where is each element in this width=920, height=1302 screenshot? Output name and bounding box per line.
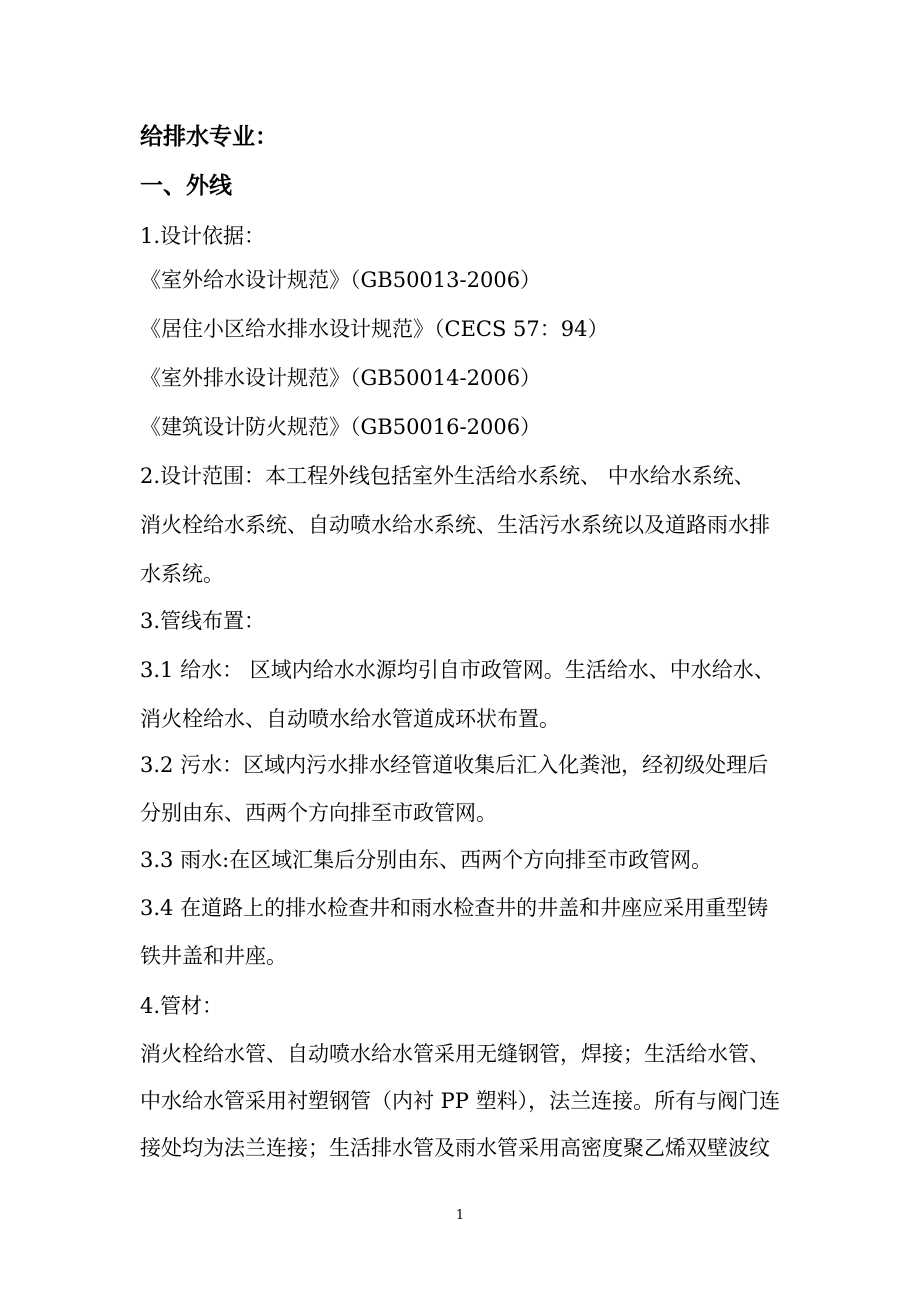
text-line: 3.3 雨水:在区域汇集后分别由东、西两个方向排至市政管网。	[140, 848, 713, 872]
text-line: 4.管材：	[140, 994, 224, 1018]
text-line: 2.设计范围：本工程外线包括室外生活给水系统、 中水给水系统、	[140, 464, 755, 488]
text-line: 3.1 给水： 区域内给水水源均引自市政管网。生活给水、中水给水、	[140, 658, 775, 682]
text-line: 《室外给水设计规范》（GB50013-2006）	[140, 268, 542, 292]
page-number: 1	[455, 1208, 465, 1223]
text-line: 接处均为法兰连接；生活排水管及雨水管采用高密度聚乙烯双壁波纹	[140, 1136, 770, 1160]
text-line: 《室外排水设计规范》（GB50014-2006）	[140, 366, 542, 390]
text-line: 消火栓给水、自动喷水给水管道成环状布置。	[140, 707, 560, 731]
text-line: 3.4 在道路上的排水检查井和雨水检查井的井盖和井座应采用重型铸	[140, 896, 769, 920]
text-line: 分别由东、西两个方向排至市政管网。	[140, 801, 497, 825]
subsection-heading: 一、外线	[140, 173, 232, 199]
text-line: 3.管线布置：	[140, 609, 266, 633]
section-heading: 给排水专业：	[140, 124, 278, 150]
text-line: 水系统。	[140, 562, 224, 586]
text-line: 《居住小区给水排水设计规范》（CECS 57：94）	[140, 317, 609, 341]
text-line: 消火栓给水系统、自动喷水给水系统、生活污水系统以及道路雨水排	[140, 513, 770, 537]
text-line: 中水给水管采用衬塑钢管（内衬 PP 塑料），法兰连接。所有与阀门连	[140, 1089, 781, 1113]
text-line: 消火栓给水管、自动喷水给水管采用无缝钢管，焊接；生活给水管、	[140, 1042, 770, 1066]
text-line: 1.设计依据：	[140, 224, 266, 248]
text-line: 铁井盖和井座。	[140, 944, 287, 968]
text-line: 3.2 污水：区域内污水排水经管道收集后汇入化粪池，经初级处理后	[140, 753, 769, 777]
text-line: 《建筑设计防火规范》（GB50016-2006）	[140, 415, 542, 439]
